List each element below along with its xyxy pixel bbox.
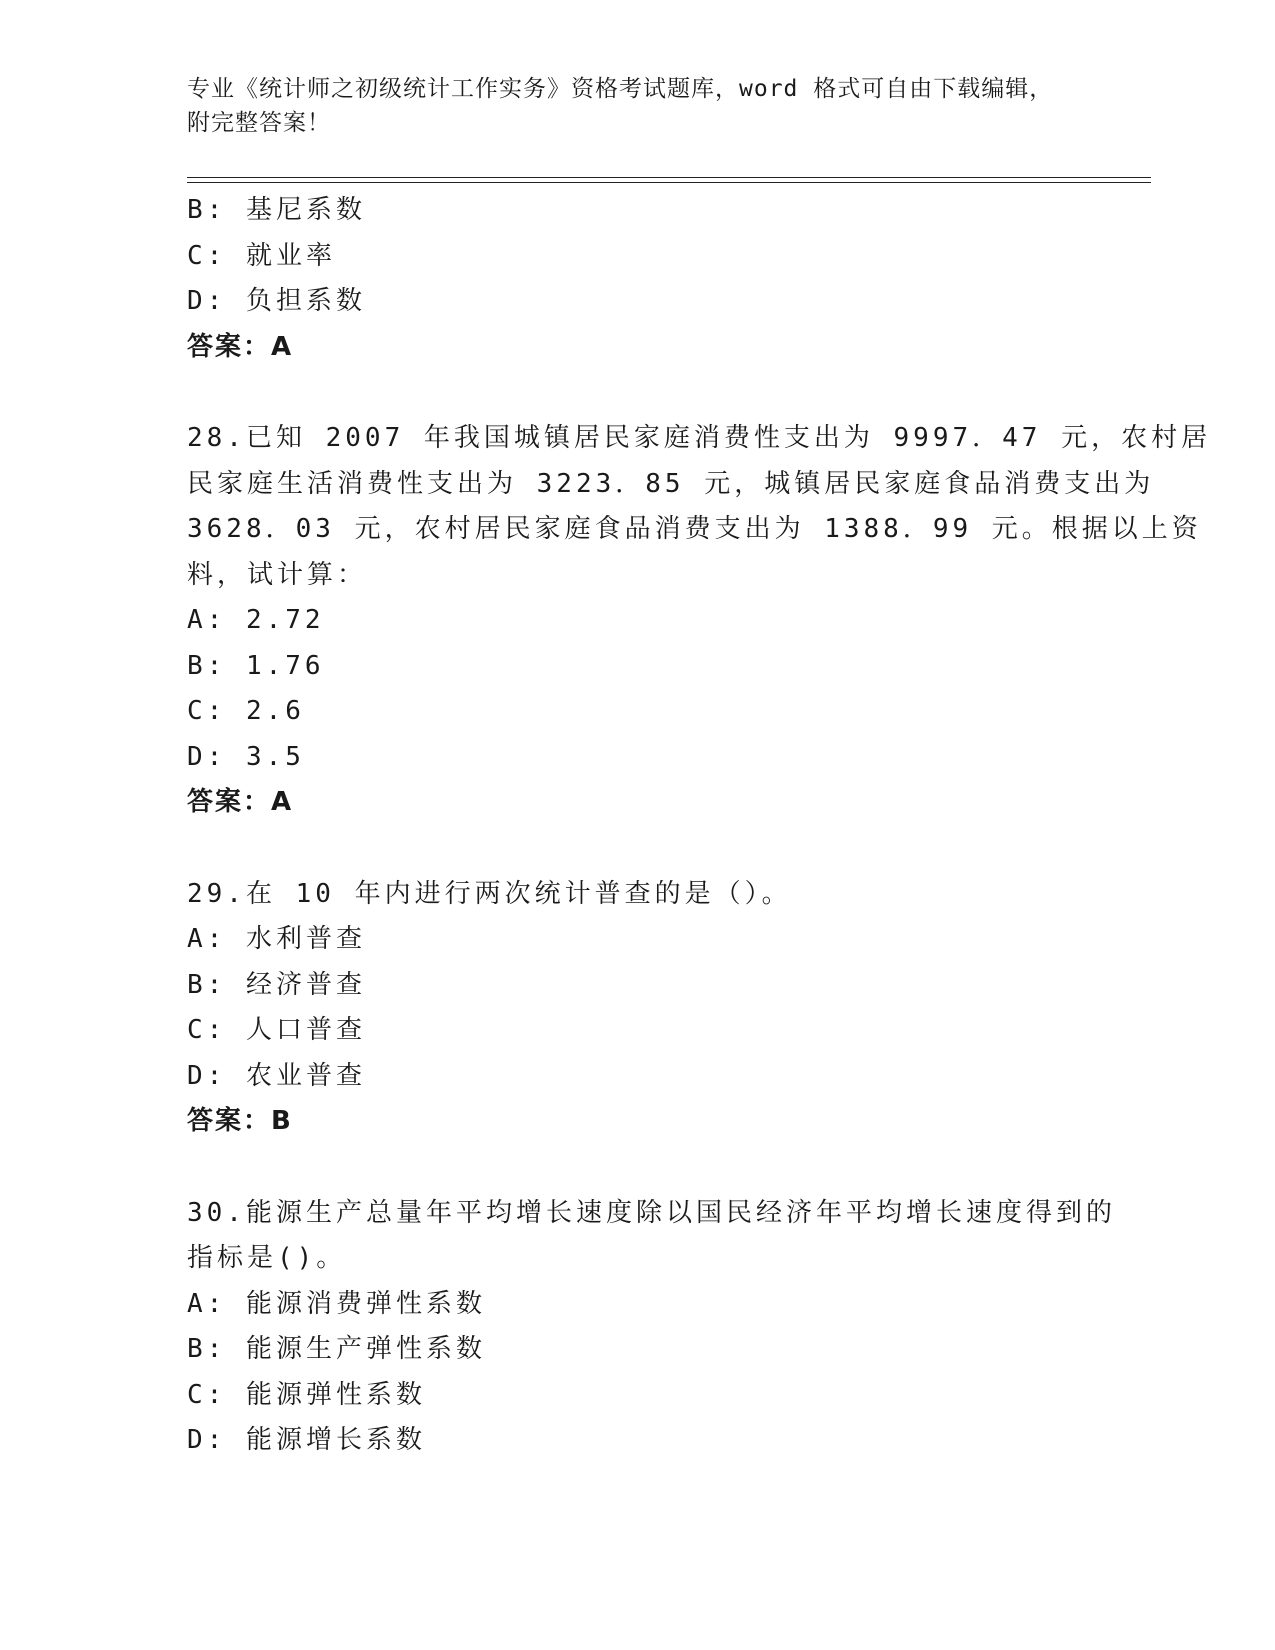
option-key: C: <box>187 1379 227 1410</box>
answer-label: 答案：A <box>187 787 294 817</box>
answer-label: 答案：B <box>187 1106 293 1136</box>
option-c <box>187 234 1097 280</box>
option-key: C: <box>187 696 227 726</box>
option-a <box>187 1282 1097 1328</box>
question-list <box>187 188 1212 1464</box>
option-key: B: <box>187 969 227 1000</box>
option-d <box>187 1054 1097 1100</box>
option-key: D: <box>187 741 227 772</box>
option-key: D: <box>187 1060 227 1091</box>
option-key: D: <box>187 1425 227 1455</box>
question-29 <box>187 872 1097 1145</box>
option-key: B: <box>187 650 227 681</box>
option-a <box>187 917 1097 963</box>
option-b <box>187 1327 1097 1373</box>
option-text: 能源生产弹性系数 <box>245 1334 486 1364</box>
question-stem-line: 料，试计算： <box>187 559 368 590</box>
option-text: 负担系数 <box>245 286 366 316</box>
option-key: C: <box>187 1015 227 1045</box>
option-d <box>187 1418 1097 1464</box>
option-text: 2.72 <box>245 605 325 635</box>
option-a <box>187 598 1097 644</box>
question-stem-line: 民家庭生活消费性支出为 3223．85 元，城镇居民家庭食品消费支出为 <box>187 468 1155 499</box>
option-b <box>187 188 1097 234</box>
option-c <box>187 1008 1097 1054</box>
option-key: A: <box>187 924 227 954</box>
option-text: 水利普查 <box>245 924 366 954</box>
option-text: 基尼系数 <box>245 195 366 225</box>
question-stem-line: 指标是()。 <box>187 1243 347 1273</box>
option-text: 3.5 <box>245 741 305 772</box>
option-text: 能源弹性系数 <box>245 1379 426 1410</box>
question-stem-line: 3628．03 元，农村居民家庭食品消费支出为 1388．99 元。根据以上资 <box>187 514 1202 544</box>
question-stem-line: 30.能源生产总量年平均增长速度除以国民经济年平均增长速度得到的 <box>187 1197 1116 1228</box>
option-key: A: <box>187 1288 227 1319</box>
option-d <box>187 279 1097 325</box>
document-header <box>187 72 1087 140</box>
option-b <box>187 644 1097 690</box>
header-divider-bottom <box>187 182 1151 183</box>
option-text: 能源增长系数 <box>245 1425 426 1455</box>
option-text: 1.76 <box>245 650 325 681</box>
question-stem-line: 28.已知 2007 年我国城镇居民家庭消费性支出为 9997．47 元，农村居 <box>187 423 1212 453</box>
option-b <box>187 963 1097 1009</box>
option-text: 经济普查 <box>245 969 366 1000</box>
option-key: D: <box>187 286 227 316</box>
header-line-2: 附完整答案！ <box>187 110 331 136</box>
option-c <box>187 689 1097 735</box>
question-30 <box>187 1191 1116 1464</box>
question-27-continuation <box>187 188 1097 370</box>
option-text: 2.6 <box>245 696 305 726</box>
option-d <box>187 735 1097 781</box>
option-text: 能源消费弹性系数 <box>245 1288 486 1319</box>
option-c <box>187 1373 1097 1419</box>
option-text: 农业普查 <box>245 1060 366 1091</box>
option-text: 人口普查 <box>245 1015 366 1045</box>
header-divider-top <box>187 177 1151 178</box>
option-key: B: <box>187 195 227 225</box>
question-28 <box>187 416 1212 826</box>
header-line-1: 专业《统计师之初级统计工作实务》资格考试题库，word 格式可自由下载编辑， <box>187 76 1054 102</box>
question-stem-line: 29.在 10 年内进行两次统计普查的是（）。 <box>187 878 792 909</box>
option-key: A: <box>187 605 227 635</box>
option-text: 就业率 <box>245 240 336 271</box>
option-key: C: <box>187 240 227 271</box>
answer-label: 答案：A <box>187 331 294 362</box>
option-key: B: <box>187 1334 227 1364</box>
